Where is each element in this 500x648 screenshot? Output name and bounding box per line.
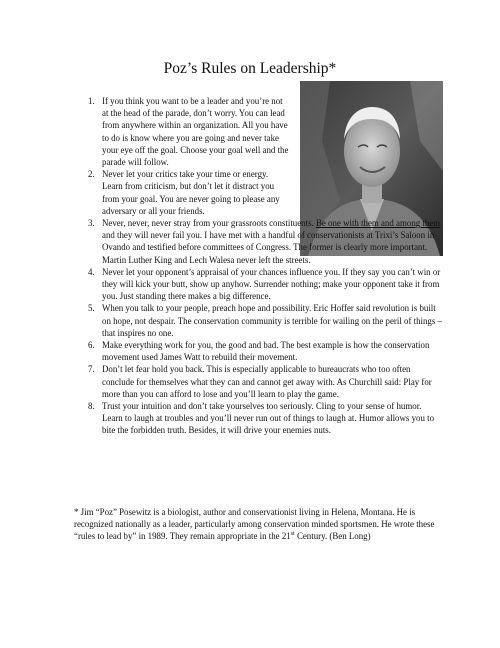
rule-text-part: and they will never fail you. I have met with a handful of conservationists at Trixi’s Saloon in Ovando and testified before committees of Congress. The former is clearly more important. Martin Luther King and Lech Walesa never left the streets.	[102, 230, 435, 265]
rule-text-part: Never, never, never stray from your grassroots constituents.	[102, 218, 316, 229]
page-title: Poz’s Rules on Leadership*	[163, 60, 337, 77]
rule-text: Make everything work for you, the good and bad. The best example is how the conservation movement used James Watt to rebuild their movement.	[102, 340, 430, 363]
rule-item	[88, 339, 444, 363]
rule-number: 3.	[88, 218, 95, 229]
rule-text: Never let your critics take your time or energy. Learn from criticism, but don’t let it distract you from your goal. You are never going to please any adversary or all your friends.	[102, 169, 280, 216]
rule-item	[88, 302, 444, 339]
rule-text	[102, 218, 440, 265]
rule-text-underlined: Be one with them and among them	[315, 218, 441, 229]
rule-item	[88, 95, 290, 168]
rule-number: 4.	[88, 266, 95, 277]
rule-number: 5.	[88, 303, 95, 314]
rule-item	[88, 168, 290, 217]
rule-item	[88, 217, 444, 266]
rule-text: When you talk to your people, preach hope and possibility. Eric Hoffer said revolution is built on hope, not despair. The conservation community is terrible for wailing on the peril of things – that inspires no one.	[102, 303, 442, 338]
rule-text: Never let your opponent’s appraisal of your chances influence you. If they say you can’t win or they will kick your butt, show up anyhow. Surrender nothing; make your opponent take it from you. Just standing there makes a big difference.	[102, 266, 441, 302]
rule-number: 8.	[88, 401, 95, 412]
rule-text: Don’t let fear hold you back. This is especially applicable to bureaucrats who too often conclude for themselves what they can and cannot get away with. As Churchill said: Play for more than you can afford to lose and you’ll learn to play the game.	[102, 364, 432, 399]
footnote-text-end: Century. (Ben Long)	[294, 531, 371, 542]
rule-item	[88, 400, 444, 437]
footnote-text: * Jim “Poz” Posewitz is a biologist, author and conservationist living in Helena, Montana. He is recognized nationally as a leader, particularly among conservation minded sportsmen. He wrote these “rules to lead by” in 1989. They remain appropriate in the 21	[74, 507, 435, 542]
rule-number: 1.	[88, 96, 95, 106]
footnote-superscript: st	[290, 531, 295, 538]
rule-number: 7.	[88, 364, 95, 375]
rule-item	[88, 266, 444, 303]
rule-number: 6.	[88, 340, 95, 351]
rule-text: Trust your intuition and don’t take yourselves too seriously. Cling to your sense of humor. Learn to laugh at troubles and you’ll never run out of things to laugh at. Humor allows you to bite the forbidden truth. Besides, it will drive your enemies nuts.	[102, 401, 435, 436]
rule-text: If you think you want to be a leader and you’re not at the head of the parade, don’t worry. You can lead from anywhere within an organization. All you have to do is know where you are going and never take your eye off the goal. Choose your goal well and the parade will follow.	[102, 96, 289, 168]
rule-number: 2.	[88, 169, 95, 180]
author-footnote	[74, 506, 446, 543]
rules-list	[88, 95, 444, 437]
rule-item	[88, 363, 444, 400]
